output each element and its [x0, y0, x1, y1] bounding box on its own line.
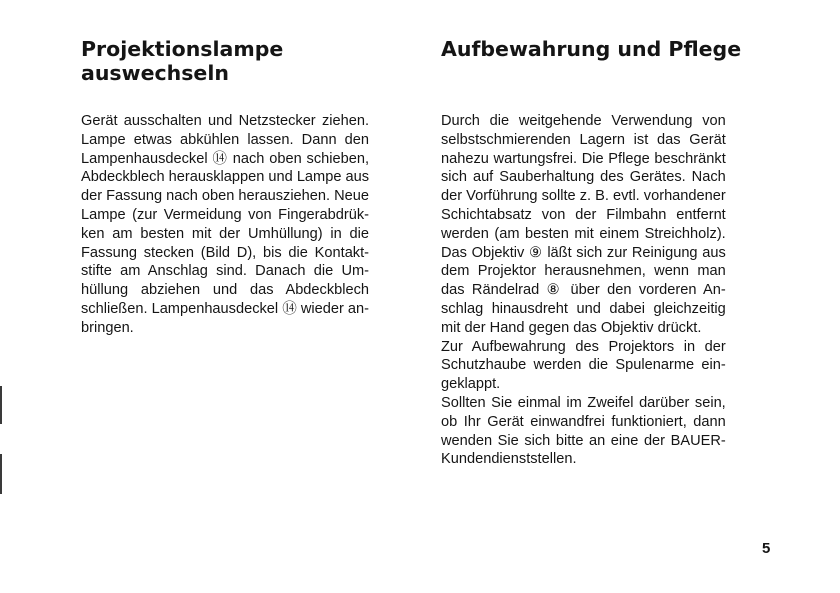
- text-line: Sollten Sie einmal im Zweifel darüber sein,: [441, 394, 726, 411]
- text-line: geklappt.: [441, 376, 501, 393]
- storage-care-text: [441, 112, 726, 469]
- scan-edge-mark-upper: [0, 386, 2, 424]
- text-line: der Vorführung sollte z. B. evtl. vorhandener: [441, 188, 726, 205]
- text-line: Abdeckblech herausklappen und Lampe aus: [81, 169, 370, 186]
- text-line: hüllung abziehen und das Abdeckblech: [81, 282, 370, 299]
- page-number: 5: [762, 540, 771, 557]
- text-line: Gerät ausschalten und Netzstecker ziehen.: [81, 113, 370, 129]
- heading-line: Projektionslampe: [81, 37, 284, 61]
- text-line: Schichtabsatz von der Filmbahn entfernt: [441, 206, 726, 223]
- text-line: bringen.: [81, 319, 134, 336]
- storage-care-heading: [441, 37, 779, 61]
- heading-line: Aufbewahrung und Pflege: [441, 37, 742, 61]
- text-line: sich auf Sauberhaltung des Gerätes. Nach: [441, 169, 726, 186]
- text-line: nahezu wartungsfrei. Die Pflege beschränkt: [441, 150, 726, 167]
- lamp-replacement-heading: [81, 37, 413, 85]
- text-line: Das Objektiv ⑨ läßt sich zur Reinigung aus: [441, 244, 726, 261]
- text-line: schlag hinausdreht und dabei gleichzeitig: [441, 300, 726, 317]
- text-line: Lampe (zur Vermeidung von Fingerabdrük-: [81, 206, 370, 223]
- text-line: Schutzhaube werden die Spulenarme ein-: [441, 357, 726, 374]
- text-line: selbstschmierenden Lagern ist das Gerät: [441, 131, 726, 148]
- text-line: schließen. Lampenhausdeckel ⑭ wieder an-: [81, 300, 370, 317]
- text-line: Zur Aufbewahrung des Projektors in der: [441, 338, 726, 355]
- text-line: werden (am besten mit einem Streichholz).: [441, 225, 726, 242]
- text-line: Fassung stecken (Bild D), bis die Kontakt-: [81, 244, 370, 261]
- text-line: Kundendienststellen.: [441, 451, 577, 468]
- text-line: Lampe etwas abkühlen lassen. Dann den: [81, 131, 370, 148]
- lamp-replacement-text: [81, 112, 369, 338]
- text-line: ob Ihr Gerät einwandfrei funktioniert, dann: [441, 413, 726, 430]
- text-line: mit der Hand gegen das Objektiv drückt.: [441, 319, 702, 336]
- text-line: ken am besten mit der Umhüllung) in die: [81, 225, 370, 242]
- lamp-replacement-section: [81, 36, 413, 336]
- scan-edge-mark-lower: [0, 454, 2, 494]
- text-line: das Rändelrad ⑧ über den vorderen An-: [441, 282, 726, 299]
- text-line: Lampenhausdeckel ⑭ nach oben schieben,: [81, 150, 370, 167]
- text-line: wenden Sie sich bitte an eine der BAUER-: [441, 432, 726, 449]
- heading-line: auswechseln: [81, 61, 229, 85]
- text-line: dem Projektor herausnehmen, wenn man: [441, 263, 726, 280]
- storage-care-section: [441, 36, 779, 468]
- text-line: der Fassung nach oben herausziehen. Neue: [81, 188, 370, 205]
- text-line: Durch die weitgehende Verwendung von: [441, 113, 726, 129]
- text-line: stifte am Anschlag sind. Danach die Um-: [81, 263, 370, 280]
